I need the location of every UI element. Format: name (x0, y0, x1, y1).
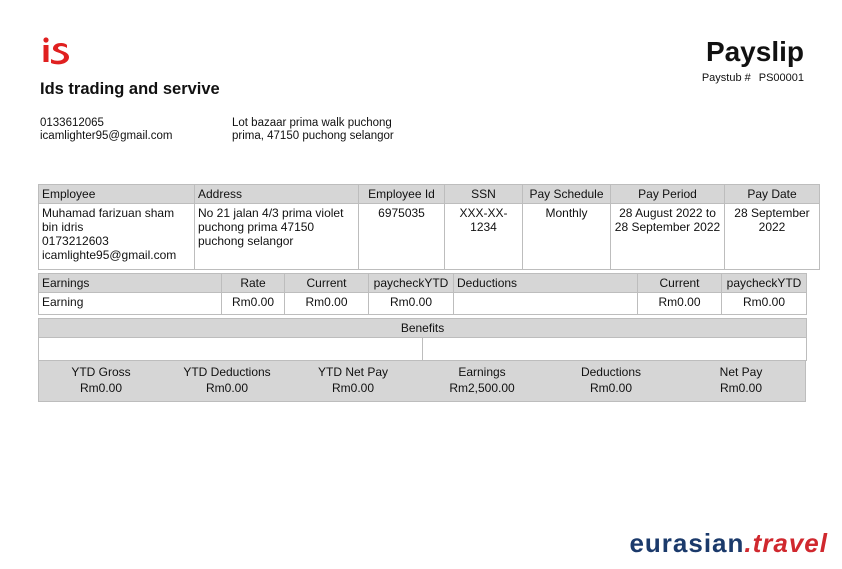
employee-address: No 21 jalan 4/3 prima violet puchong prima 47150 puchong selangor (195, 204, 359, 270)
pay-period: 28 August 2022 to 28 September 2022 (611, 204, 725, 270)
earning-paycheck-ytd: Rm0.00 (369, 293, 454, 315)
paystub-number (702, 72, 804, 84)
summary-label: YTD Net Pay (317, 365, 389, 379)
summary-ytd-net-pay (291, 364, 415, 396)
summary-earnings (420, 364, 544, 396)
company-name: Ids trading and servive (40, 80, 220, 98)
company-email: icamlighter95@gmail.com (40, 130, 173, 142)
employee-ssn: XXX-XX-1234 (445, 204, 523, 270)
earnings-table (38, 273, 807, 315)
summary-net-pay (679, 364, 803, 396)
watermark-name: eurasian (629, 528, 745, 558)
pay-date: 28 September 2022 (725, 204, 820, 270)
col-pay-period: Pay Period (611, 185, 725, 204)
col-ssn: SSN (445, 185, 523, 204)
col-rate: Rate (222, 274, 285, 293)
earning-label: Earning (39, 293, 222, 315)
paystub-value: PS00001 (758, 72, 804, 84)
employee-table (38, 184, 820, 270)
watermark-tld: .travel (744, 528, 828, 558)
summary-label: YTD Deductions (183, 365, 271, 379)
company-address-line2: prima, 47150 puchong selangor (232, 130, 394, 142)
col-employee: Employee (39, 185, 195, 204)
col-deductions-paycheck-ytd: paycheckYTD (722, 274, 807, 293)
deduction-paycheck-ytd: Rm0.00 (722, 293, 807, 315)
col-pay-date: Pay Date (725, 185, 820, 204)
employee-name: Muhamad farizuan sham bin idris (42, 206, 175, 234)
page-title: Payslip (705, 36, 804, 67)
col-pay-schedule: Pay Schedule (523, 185, 611, 204)
deduction-current: Rm0.00 (638, 293, 722, 315)
summary-label: Deductions (580, 365, 642, 379)
col-current: Current (285, 274, 369, 293)
summary-value: Rm0.00 (331, 381, 375, 395)
summary-value: Rm0.00 (205, 381, 249, 395)
watermark-brand (629, 528, 828, 559)
employee-cell (39, 204, 195, 270)
company-phone: 0133612065 (40, 117, 104, 129)
summary-bar (38, 360, 806, 402)
paystub-label: Paystub # (701, 72, 751, 84)
earning-rate: Rm0.00 (222, 293, 285, 315)
col-earnings: Earnings (39, 274, 222, 293)
benefits-table (38, 318, 807, 361)
benefits-cell-right (423, 338, 807, 361)
company-address (232, 117, 394, 143)
summary-label: Earnings (458, 365, 506, 379)
col-address: Address (195, 185, 359, 204)
employee-phone: 0173212603 (42, 234, 109, 248)
summary-value: Rm2,500.00 (449, 381, 515, 395)
company-address-line1: Lot bazaar prima walk puchong (232, 117, 392, 129)
company-contact (40, 117, 172, 143)
summary-label: YTD Gross (71, 365, 131, 379)
summary-deductions (549, 364, 673, 396)
col-deductions: Deductions (454, 274, 638, 293)
col-paycheck-ytd: paycheckYTD (369, 274, 454, 293)
col-deductions-current: Current (638, 274, 722, 293)
summary-value: Rm0.00 (79, 381, 123, 395)
summary-ytd-gross (39, 364, 163, 396)
pay-schedule: Monthly (523, 204, 611, 270)
benefits-cell-left (39, 338, 423, 361)
col-employee-id: Employee Id (359, 185, 445, 204)
benefits-header: Benefits (39, 319, 807, 338)
deduction-label (454, 293, 638, 315)
summary-label: Net Pay (719, 365, 763, 379)
summary-ytd-deductions (165, 364, 289, 396)
employee-id: 6975035 (359, 204, 445, 270)
employee-email: icamlighte95@gmail.com (42, 248, 177, 262)
earning-current: Rm0.00 (285, 293, 369, 315)
company-logo (40, 36, 70, 66)
summary-value: Rm0.00 (719, 381, 763, 395)
summary-value: Rm0.00 (589, 381, 633, 395)
